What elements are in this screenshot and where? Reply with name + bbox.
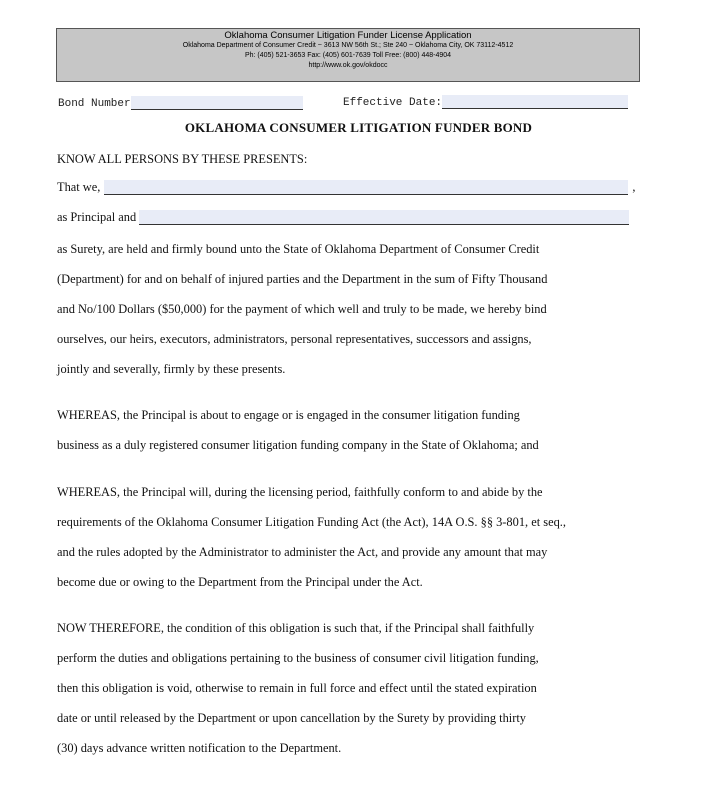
intro-text: KNOW ALL PERSONS BY THESE PRESENTS: — [57, 152, 308, 166]
bond-number-row — [58, 96, 303, 110]
para4-line: then this obligation is void, otherwise to remain in full force and effect until the stated expiration — [57, 681, 537, 695]
para1-line: ourselves, our heirs, executors, administrators, personal representatives, successors and assigns, — [57, 332, 532, 346]
para1-line: jointly and severally, firmly by these presents. — [57, 362, 286, 376]
principal-name-field[interactable] — [104, 180, 628, 195]
para1-line: (Department) for and on behalf of injured parties and the Department in the sum of Fifty Thousand — [57, 272, 548, 286]
bond-number-field[interactable] — [131, 96, 303, 110]
para4-line: date or until released by the Department or upon cancellation by the Surety by providing thirty — [57, 711, 526, 725]
para3-line: and the rules adopted by the Administrator to administer the Act, and provide any amount that may — [57, 545, 548, 559]
surety-row — [57, 210, 629, 225]
para3-line: WHEREAS, the Principal will, during the licensing period, faithfully conform to and abide by the — [57, 485, 543, 499]
para4-line: NOW THEREFORE, the condition of this obligation is such that, if the Principal shall faithfully — [57, 621, 535, 635]
document-title: OKLAHOMA CONSUMER LITIGATION FUNDER BOND — [184, 120, 533, 135]
principal-prefix: That we, — [57, 180, 101, 194]
para1-line: and No/100 Dollars ($50,000) for the payment of which well and truly to be made, we hereby bind — [57, 302, 547, 316]
header-url: http://www.ok.gov/okdocc — [308, 62, 388, 69]
para2-line: business as a duly registered consumer litigation funding company in the State of Oklahoma; and — [57, 438, 539, 452]
effective-date-row — [343, 95, 628, 109]
bond-number-label: Bond Number — [58, 98, 131, 110]
agency-header-box — [56, 28, 640, 82]
header-phone: Ph: (405) 521-3653 Fax: (405) 601-7639 Toll Free: (800) 448-4904 — [244, 52, 452, 59]
surety-name-field[interactable] — [139, 210, 629, 225]
para2-line: WHEREAS, the Principal is about to engage or is engaged in the consumer litigation funding — [57, 408, 520, 422]
header-address: Oklahoma Department of Consumer Credit ~ 3613 NW 56th St.; Ste 240 ~ Oklahoma City, OK 73112-4512 — [182, 42, 514, 49]
para4-line: perform the duties and obligations pertaining to the business of consumer civil litigation funding, — [57, 651, 539, 665]
para1-line: as Surety, are held and firmly bound unto the State of Oklahoma Department of Consumer Credit — [57, 242, 540, 256]
para3-line: requirements of the Oklahoma Consumer Litigation Funding Act (the Act), 14A O.S. §§ 3-801, et seq., — [57, 515, 566, 529]
principal-row — [57, 180, 635, 195]
effective-date-field[interactable] — [442, 95, 628, 109]
effective-date-label: Effective Date: — [343, 97, 443, 109]
para3-line: become due or owing to the Department from the Principal under the Act. — [57, 575, 423, 589]
surety-prefix: as Principal and — [57, 210, 137, 224]
header-title: Oklahoma Consumer Litigation Funder License Application — [224, 30, 472, 41]
para4-line: (30) days advance written notification to the Department. — [57, 741, 342, 755]
principal-suffix: , — [632, 180, 636, 194]
